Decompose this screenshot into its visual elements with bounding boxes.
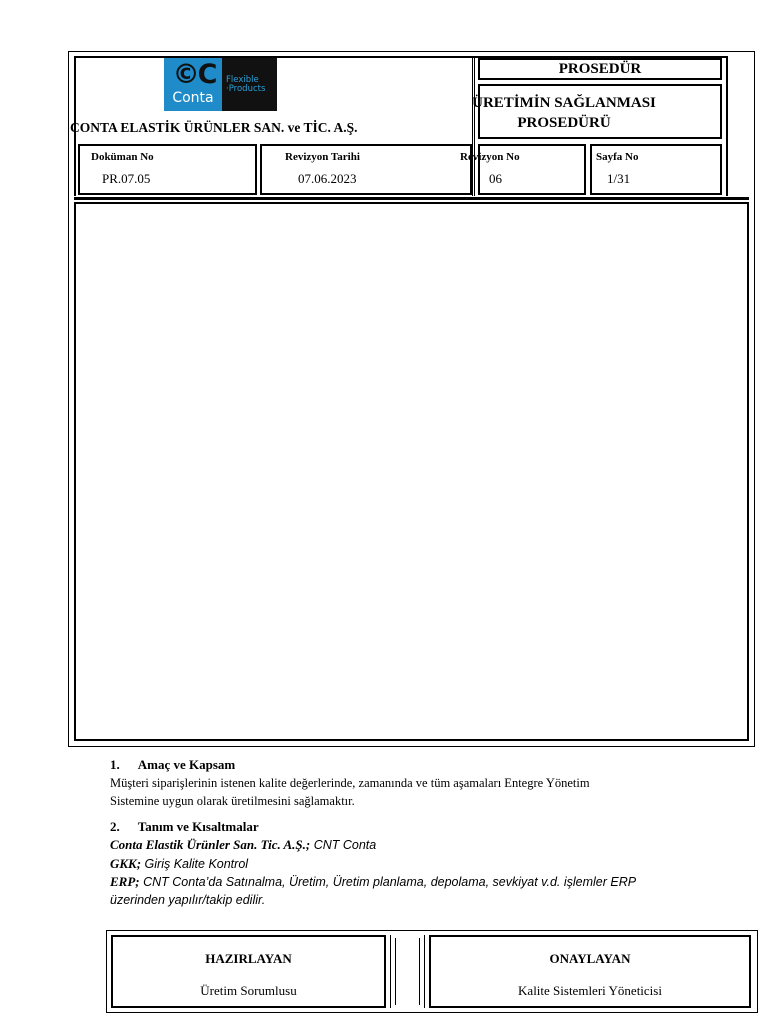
approved-label: ONAYLAYAN xyxy=(549,951,631,966)
section-1-heading: 1. Amaç ve Kapsam xyxy=(110,757,236,772)
company-name: CONTA ELASTİK ÜRÜNLER SAN. ve TİC. A.Ş. xyxy=(70,120,358,135)
content-area-box xyxy=(74,202,749,741)
definition-continuation: üzerinden yapılır/takip edilir. xyxy=(110,892,266,907)
logo-tagline: Flexible ·Products xyxy=(226,75,266,94)
rev-no-value: 06 xyxy=(489,171,502,186)
header-separator xyxy=(74,197,749,200)
page-value: 1/31 xyxy=(607,171,631,186)
logo-name: Conta xyxy=(172,90,214,106)
doc-type: PROSEDÜR xyxy=(558,61,642,77)
header-vertical-rule xyxy=(472,58,475,196)
logo-mark: ©C xyxy=(172,59,216,90)
doc-no-value: PR.07.05 xyxy=(102,171,151,186)
prepared-label: HAZIRLAYAN xyxy=(205,951,292,966)
definition-item: Conta Elastik Ürünler San. Tic. A.Ş.; CNT Conta xyxy=(110,837,377,852)
conta-logo xyxy=(164,58,277,111)
doc-no-label: Doküman No xyxy=(91,151,154,163)
section-2-heading: 2. Tanım ve Kısaltmalar xyxy=(110,819,259,834)
approval-table-divider xyxy=(395,938,420,1005)
rev-date-label: Revizyon Tarihi xyxy=(285,151,360,163)
doc-type-box xyxy=(478,58,722,80)
approved-by: Kalite Sistemleri Yöneticisi xyxy=(518,983,662,998)
section-2-definitions xyxy=(110,836,710,909)
definition-item: GKK; Giriş Kalite Kontrol xyxy=(110,855,249,871)
doc-title: ÜRETİMİN SAĞLANMASI PROSEDÜRÜ xyxy=(472,95,656,131)
rev-date-value: 07.06.2023 xyxy=(298,171,357,186)
prepared-by: Üretim Sorumlusu xyxy=(200,983,297,998)
rev-no-label: Revizyon No xyxy=(460,151,520,163)
page-label: Sayfa No xyxy=(596,151,639,163)
definition-item: ERP; CNT Conta’da Satınalma, Üretim, Üretim planlama, depolama, sevkiyat v.d. işlemler ERP xyxy=(110,874,637,889)
section-1-body: Müşteri siparişlerinin istenen kalite değerlerinde, zamanında ve tüm aşamaları Entegre Yönetim Sistemine uygun olarak üretilmesini sağlamaktır. xyxy=(110,776,590,808)
